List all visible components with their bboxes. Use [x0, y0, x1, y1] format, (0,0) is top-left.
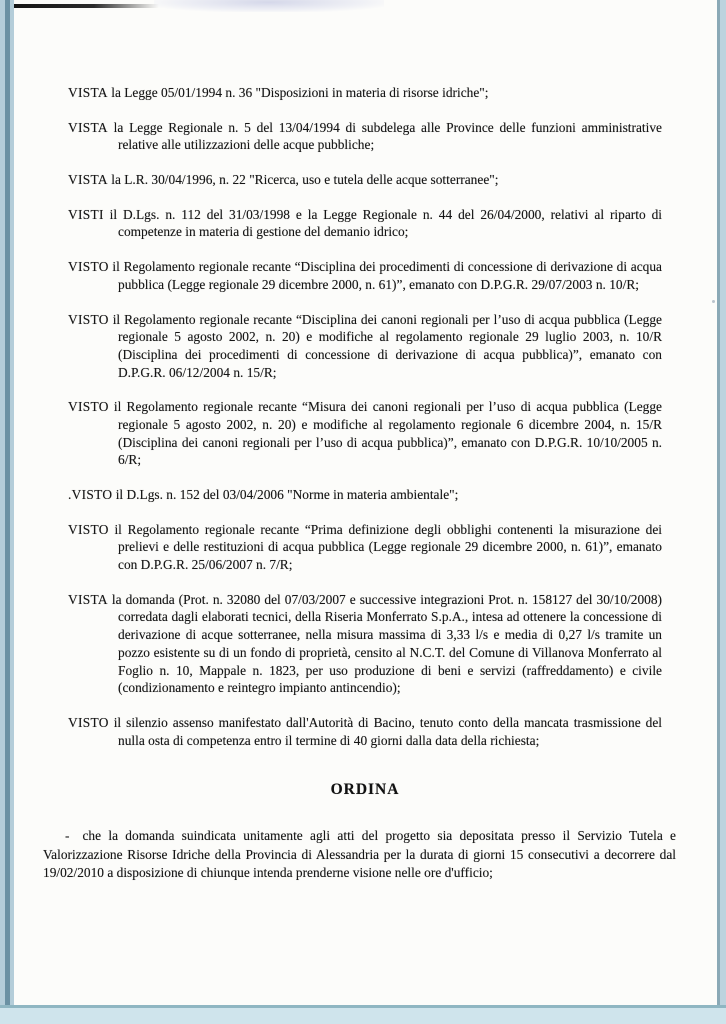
- recital-paragraph: [68, 206, 662, 241]
- recital-text: il Regolamento regionale recante “Misura dei canoni regionali per l’uso di acqua pubblica (Legge regionale 5 agosto 2002, n. 20) e modifiche al regolamento regionale 6 dicembre 2004, n. 15/R (Disciplina dei canoni regionali per l’uso di acqua pubblica)”, emanato con D.P.G.R. 10/10/2005 n. 6/R;: [113, 399, 662, 468]
- recital-label: VISTA: [68, 119, 108, 135]
- scanner-edge-bottom: [0, 1005, 726, 1024]
- recital-paragraph: [68, 311, 662, 382]
- recital-label: VISTI: [68, 206, 104, 222]
- recital-paragraph: [68, 398, 662, 469]
- recital-text: la Legge 05/01/1994 n. 36 "Disposizioni in materia di risorse idriche";: [111, 85, 489, 100]
- scanner-edge-right: [717, 0, 726, 1010]
- recital-label: VISTO: [68, 311, 109, 327]
- recital-text: la L.R. 30/04/1996, n. 22 "Ricerca, uso e tutela delle acque sotterranee";: [111, 172, 499, 188]
- recital-paragraph: [68, 84, 662, 102]
- recital-paragraph: [68, 119, 662, 154]
- scanner-edge-left: [0, 0, 14, 1010]
- recital-paragraph: [68, 171, 662, 189]
- document-body: [43, 84, 676, 883]
- recital-text: il D.Lgs. n. 112 del 31/03/1998 e la Legge Regionale n. 44 del 26/04/2000, relativi al riparto di competenze in materia di gestione del demanio idrico;: [109, 206, 662, 240]
- scan-artifact-topline: [14, 4, 159, 8]
- recital-paragraph: [68, 486, 662, 504]
- recital-paragraph: [68, 521, 662, 574]
- dash-marker: -: [65, 828, 70, 844]
- scan-artifact-smudge: [154, 0, 384, 12]
- recital-label: VISTA: [68, 172, 108, 188]
- recital-text: il Regolamento regionale recante “Prima definizione degli obblighi contenenti la misurazione dei prelievi e delle restituzioni di acqua pubblica (Legge regionale 29 dicembre 2000, n. 61)”, emanato con D.P.G.R. 25/06/2007 n. 7/R;: [114, 521, 662, 573]
- recital-paragraph: [68, 591, 662, 697]
- recital-label: VISTO: [68, 259, 109, 275]
- recital-text: il D.Lgs. n. 152 del 03/04/2006 "Norme in materia ambientale";: [115, 487, 459, 502]
- recital-label: VISTA: [68, 591, 108, 607]
- recital-text: il Regolamento regionale recante “Disciplina dei canoni regionali per l’uso di acqua pubblica (Legge regionale 5 agosto 2002, n. 20) e modifiche al regolamento regionale 29 luglio 2003, n. 10/R (Disciplina dei procedimenti di concessione di derivazione di acqua pubblica)”, emanato con D.P.G.R. 06/12/2004 n. 15/R;: [112, 311, 662, 380]
- ordina-heading: ORDINA: [330, 781, 400, 799]
- paper-sheet: [14, 0, 717, 1009]
- ordina-item: [43, 827, 676, 883]
- recital-label: .VISTO: [68, 487, 113, 502]
- recital-text: la Legge Regionale n. 5 del 13/04/1994 di subdelega alle Province delle funzioni amministrative relative alle utilizzazioni delle acque pubbliche;: [113, 119, 662, 153]
- recital-label: VISTO: [68, 714, 109, 730]
- recital-label: VISTO: [68, 521, 109, 537]
- recital-text: la domanda (Prot. n. 32080 del 07/03/2007 e successive integrazioni Prot. n. 158127 del 30/10/2008) corredata dagli elaborati tecnici, della Riseria Monferrato S.p.A., intesa ad ottenere la concessione di derivazione di acque sotterranee, nella misura massima di 3,33 l/s e media di 0,27 l/s tramite un pozzo esistente su di un fondo di proprietà, censito al N.C.T. del Comune di Villanova Monferrato al Foglio n. 10, Mappale n. 1823, per uso produzione di beni e servizi (raffreddamento) e civile (condizionamento e reintegro impianto antincendio);: [111, 591, 662, 696]
- recital-label: VISTA: [68, 85, 108, 100]
- recital-paragraph: [68, 258, 662, 293]
- recital-text: il silenzio assenso manifestato dall'Autorità di Bacino, tenuto conto della mancata trasmissione del nulla osta di competenza entro il termine di 40 giorni dalla data della richiesta;: [113, 714, 662, 748]
- recital-text: il Regolamento regionale recante “Disciplina dei procedimenti di concessione di derivazione di acqua pubblica (Legge regionale 29 dicembre 2000, n. 61)”, emanato con D.P.G.R. 29/07/2003 n. 10/R;: [112, 259, 662, 292]
- scan-artifact-speck: [712, 300, 715, 303]
- recital-label: VISTO: [68, 399, 109, 415]
- ordina-item-text: che la domanda suindicata unitamente agli atti del progetto sia depositata presso il Servizio Tutela e Valorizzazione Risorse Idriche della Provincia di Alessandria per la durata di giorni 15 consecutivi a decorrere dal 19/02/2010 a disposizione di chiunque intenda prenderne visione nelle ore d'ufficio;: [43, 828, 676, 881]
- recital-paragraph: [68, 714, 662, 749]
